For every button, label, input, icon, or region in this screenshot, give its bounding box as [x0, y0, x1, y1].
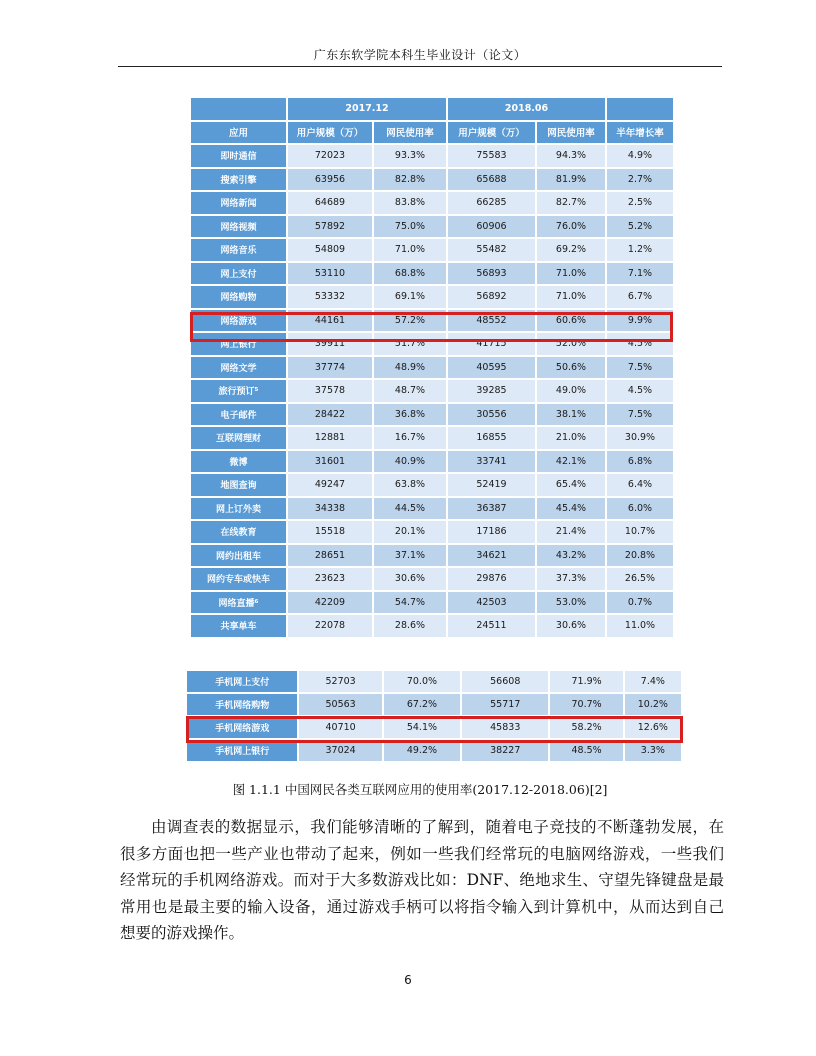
table-cell: 4.5%	[607, 333, 673, 355]
table-cell: 23623	[288, 568, 372, 590]
table-cell: 45833	[462, 717, 548, 738]
table-cell: 21.4%	[537, 521, 605, 543]
table-cell: 24511	[448, 615, 535, 637]
table-cell: 6.4%	[607, 474, 673, 496]
table-cell: 50563	[299, 694, 381, 715]
table-cell: 34621	[448, 545, 535, 567]
row-label: 搜索引擎	[191, 169, 286, 191]
table-cell: 42503	[448, 592, 535, 614]
table-cell: 43.2%	[537, 545, 605, 567]
table-cell: 48552	[448, 310, 535, 332]
table-cell: 10.7%	[607, 521, 673, 543]
table-cell: 60906	[448, 216, 535, 238]
table-row	[191, 404, 673, 426]
row-label: 即时通信	[191, 145, 286, 167]
table-row	[187, 694, 681, 715]
table-cell: 30556	[448, 404, 535, 426]
body-paragraph	[120, 814, 724, 947]
table-cell: 36.8%	[374, 404, 446, 426]
usage-table-mobile	[185, 669, 683, 763]
table-cell: 26.5%	[607, 568, 673, 590]
table-cell: 31601	[288, 451, 372, 473]
table-cell: 40595	[448, 357, 535, 379]
table-cell: 37.3%	[537, 568, 605, 590]
row-label: 在线教育	[191, 521, 286, 543]
table-cell: 7.4%	[625, 671, 681, 692]
table-cell: 39911	[288, 333, 372, 355]
column-header: 用户规模（万）	[288, 122, 372, 144]
table-cell: 16.7%	[374, 427, 446, 449]
table-cell: 53110	[288, 263, 372, 285]
row-label: 网约专车或快车	[191, 568, 286, 590]
table-cell: 55482	[448, 239, 535, 261]
table-cell: 38227	[462, 740, 548, 761]
table-cell: 93.3%	[374, 145, 446, 167]
table-cell: 65.4%	[537, 474, 605, 496]
table-cell: 4.5%	[607, 380, 673, 402]
row-label: 共享单车	[191, 615, 286, 637]
table-cell: 63.8%	[374, 474, 446, 496]
paragraph-text: 由调查表的数据显示，我们能够清晰的了解到，随着电子竞技的不断蓬勃发展，在很多方面也把一些产业也带动了起来，例如一些我们经常玩的电脑网络游戏，一些我们经常玩的手机网络游戏。而对于大多数游戏比如：DNF、绝地求生、守望先锋键盘是最常用也是最主要的输入设备，通过游戏手柄可以将指令输入到计算机中，从而达到自己想要的游戏操作。	[120, 818, 724, 942]
table-cell: 7.5%	[607, 357, 673, 379]
row-label: 微博	[191, 451, 286, 473]
table-row	[191, 145, 673, 167]
table-row	[191, 474, 673, 496]
column-header: 用户规模（万）	[448, 122, 535, 144]
page-number: 6	[404, 973, 412, 987]
table-row	[191, 380, 673, 402]
row-label: 网络新闻	[191, 192, 286, 214]
table-cell: 75583	[448, 145, 535, 167]
table-cell: 22078	[288, 615, 372, 637]
row-label: 网上银行	[191, 333, 286, 355]
table-cell: 49.2%	[384, 740, 460, 761]
table-row	[187, 740, 681, 761]
table-row	[191, 239, 673, 261]
table-row	[191, 568, 673, 590]
table-row	[191, 333, 673, 355]
row-label: 网络直播⁶	[191, 592, 286, 614]
table-cell: 10.2%	[625, 694, 681, 715]
table-cell: 65688	[448, 169, 535, 191]
table-cell: 71.0%	[537, 286, 605, 308]
table-cell: 57892	[288, 216, 372, 238]
table-cell: 29876	[448, 568, 535, 590]
column-header-row	[191, 122, 673, 144]
table-cell: 82.7%	[537, 192, 605, 214]
table-cell: 4.9%	[607, 145, 673, 167]
table-row	[187, 671, 681, 692]
table-row	[191, 545, 673, 567]
table-cell: 60.6%	[537, 310, 605, 332]
table-row	[191, 286, 673, 308]
row-label: 互联网理财	[191, 427, 286, 449]
table-row	[191, 263, 673, 285]
table-cell: 38.1%	[537, 404, 605, 426]
table-row	[187, 717, 681, 738]
period-header-row	[191, 98, 673, 120]
row-label: 网络文学	[191, 357, 286, 379]
column-header: 网民使用率	[537, 122, 605, 144]
table-row	[191, 357, 673, 379]
table-cell: 70.0%	[384, 671, 460, 692]
table-cell: 52419	[448, 474, 535, 496]
row-label: 手机网络购物	[187, 694, 297, 715]
table-cell: 83.8%	[374, 192, 446, 214]
table-cell: 28.6%	[374, 615, 446, 637]
table-cell: 49247	[288, 474, 372, 496]
row-label: 手机网络游戏	[187, 717, 297, 738]
table-cell: 30.9%	[607, 427, 673, 449]
table-cell: 1.2%	[607, 239, 673, 261]
table-cell: 48.7%	[374, 380, 446, 402]
column-header: 应用	[191, 122, 286, 144]
row-label: 手机网上支付	[187, 671, 297, 692]
table-cell: 36387	[448, 498, 535, 520]
table-cell: 17186	[448, 521, 535, 543]
table-cell: 49.0%	[537, 380, 605, 402]
table-cell: 52.0%	[537, 333, 605, 355]
table-cell: 76.0%	[537, 216, 605, 238]
table-cell: 33741	[448, 451, 535, 473]
corner-cell	[191, 98, 286, 120]
table-cell: 28422	[288, 404, 372, 426]
table-cell: 9.9%	[607, 310, 673, 332]
table-cell: 67.2%	[384, 694, 460, 715]
table-cell: 40.9%	[374, 451, 446, 473]
row-label: 网上支付	[191, 263, 286, 285]
table-cell: 50.6%	[537, 357, 605, 379]
table-cell: 71.0%	[374, 239, 446, 261]
table-cell: 0.7%	[607, 592, 673, 614]
table-cell: 34338	[288, 498, 372, 520]
table-cell: 3.3%	[625, 740, 681, 761]
table-cell: 44161	[288, 310, 372, 332]
table-row	[191, 451, 673, 473]
table-cell: 28651	[288, 545, 372, 567]
table-cell: 48.9%	[374, 357, 446, 379]
table-cell: 5.2%	[607, 216, 673, 238]
table-cell: 6.0%	[607, 498, 673, 520]
row-label: 电子邮件	[191, 404, 286, 426]
table-cell: 71.0%	[537, 263, 605, 285]
table-cell: 30.6%	[537, 615, 605, 637]
table-cell: 94.3%	[537, 145, 605, 167]
table-cell: 15518	[288, 521, 372, 543]
period-header: 2018.06	[448, 98, 605, 120]
table-cell: 20.8%	[607, 545, 673, 567]
table-cell: 69.1%	[374, 286, 446, 308]
table-cell: 6.7%	[607, 286, 673, 308]
table-cell: 12.6%	[625, 717, 681, 738]
table-row	[191, 521, 673, 543]
table-cell: 37578	[288, 380, 372, 402]
period-header: 2017.12	[288, 98, 446, 120]
table-cell: 58.2%	[550, 717, 622, 738]
table-cell: 7.5%	[607, 404, 673, 426]
table-cell: 71.9%	[550, 671, 622, 692]
table-cell: 12881	[288, 427, 372, 449]
table-cell: 64689	[288, 192, 372, 214]
usage-table-pc	[189, 96, 675, 639]
table-cell: 11.0%	[607, 615, 673, 637]
corner-cell	[607, 98, 673, 120]
table-cell: 2.7%	[607, 169, 673, 191]
table-row	[191, 169, 673, 191]
table-cell: 81.9%	[537, 169, 605, 191]
table-cell: 6.8%	[607, 451, 673, 473]
table-cell: 75.0%	[374, 216, 446, 238]
table-cell: 70.7%	[550, 694, 622, 715]
table-cell: 68.8%	[374, 263, 446, 285]
table-row	[191, 427, 673, 449]
table-cell: 48.5%	[550, 740, 622, 761]
table-cell: 56893	[448, 263, 535, 285]
table-row	[191, 216, 673, 238]
table-row	[191, 498, 673, 520]
table-cell: 72023	[288, 145, 372, 167]
table-cell: 66285	[448, 192, 535, 214]
row-label: 网络视频	[191, 216, 286, 238]
column-header: 网民使用率	[374, 122, 446, 144]
table-cell: 37774	[288, 357, 372, 379]
table-cell: 39285	[448, 380, 535, 402]
table-cell: 63956	[288, 169, 372, 191]
row-label: 网上订外卖	[191, 498, 286, 520]
table-cell: 82.8%	[374, 169, 446, 191]
table-cell: 69.2%	[537, 239, 605, 261]
table-cell: 45.4%	[537, 498, 605, 520]
table-row	[191, 615, 673, 637]
table-cell: 20.1%	[374, 521, 446, 543]
table-cell: 21.0%	[537, 427, 605, 449]
row-label: 网络音乐	[191, 239, 286, 261]
table-cell: 54809	[288, 239, 372, 261]
table-cell: 54.7%	[374, 592, 446, 614]
table-cell: 42.1%	[537, 451, 605, 473]
table-cell: 55717	[462, 694, 548, 715]
table-row	[191, 592, 673, 614]
table-cell: 41715	[448, 333, 535, 355]
figure-caption: 图 1.1.1 中国网民各类互联网应用的使用率(2017.12-2018.06)[2]	[232, 782, 608, 797]
table-cell: 54.1%	[384, 717, 460, 738]
table-row	[191, 310, 673, 332]
table-cell: 56892	[448, 286, 535, 308]
row-label: 网络游戏	[191, 310, 286, 332]
table-cell: 44.5%	[374, 498, 446, 520]
row-label: 网约出租车	[191, 545, 286, 567]
table-cell: 56608	[462, 671, 548, 692]
table-cell: 16855	[448, 427, 535, 449]
row-label: 网络购物	[191, 286, 286, 308]
table-cell: 40710	[299, 717, 381, 738]
table-cell: 37.1%	[374, 545, 446, 567]
table-cell: 42209	[288, 592, 372, 614]
table-cell: 51.7%	[374, 333, 446, 355]
table-cell: 52703	[299, 671, 381, 692]
column-header: 半年增长率	[607, 122, 673, 144]
header-rule	[118, 66, 722, 67]
table-cell: 57.2%	[374, 310, 446, 332]
table-cell: 37024	[299, 740, 381, 761]
row-label: 旅行预订⁵	[191, 380, 286, 402]
table-cell: 7.1%	[607, 263, 673, 285]
table-cell: 30.6%	[374, 568, 446, 590]
row-label: 手机网上银行	[187, 740, 297, 761]
table-cell: 2.5%	[607, 192, 673, 214]
page-header: 广东东软学院本科生毕业设计（论文）	[313, 48, 527, 62]
table-cell: 53.0%	[537, 592, 605, 614]
table-cell: 53332	[288, 286, 372, 308]
table-row	[191, 192, 673, 214]
row-label: 地图查询	[191, 474, 286, 496]
